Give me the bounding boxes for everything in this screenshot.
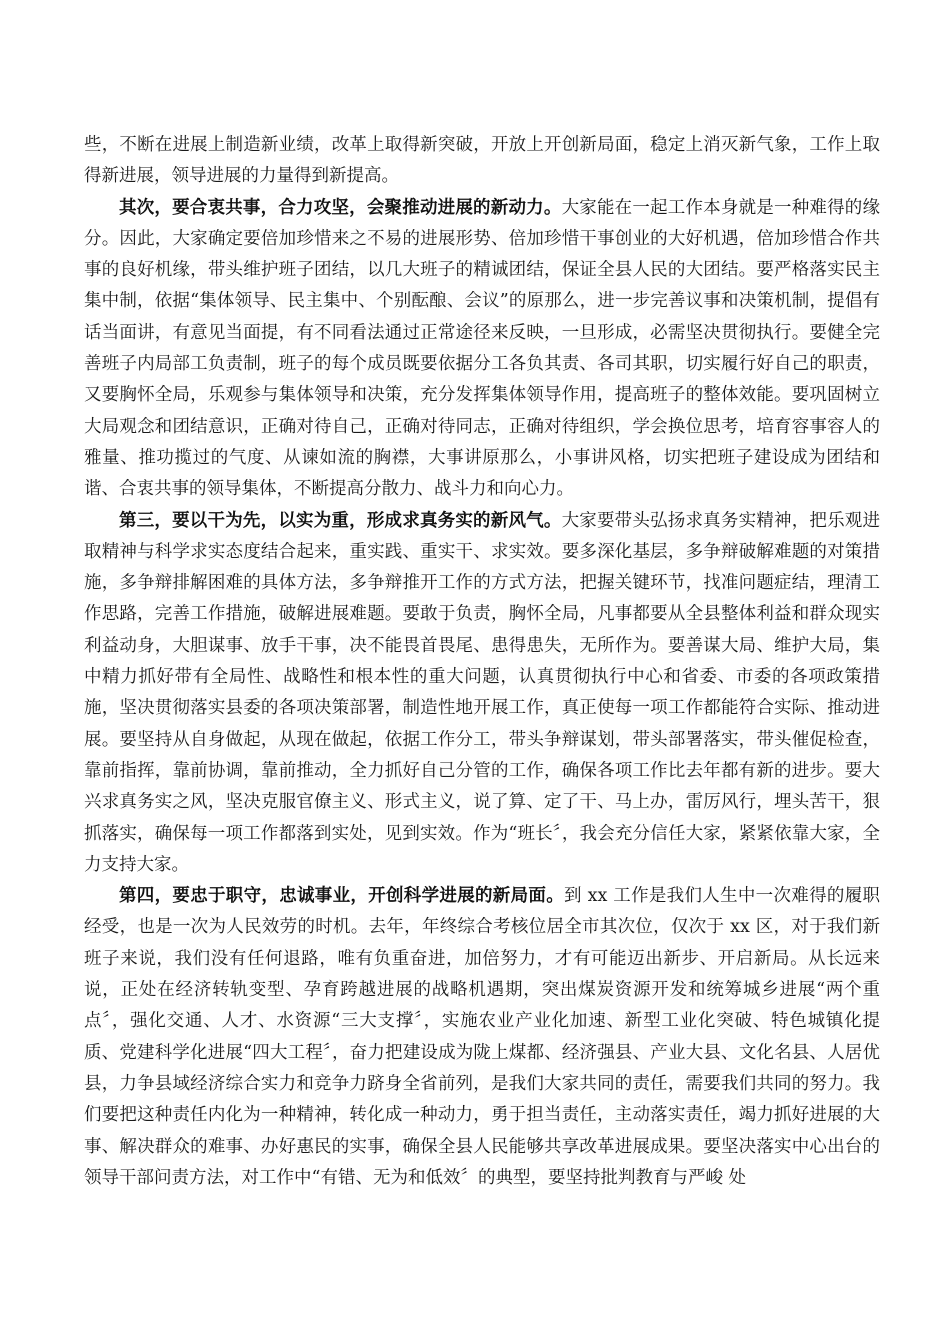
paragraph-3-lead: 第三，要以干为先，以实为重，形成求真务实的新风气。 (119, 510, 562, 531)
paragraph-1 (84, 130, 880, 193)
paragraph-4-text: 到 xx 工作是我们人生中一次难得的履职经受，也是一次为人民效劳的时机。去年，年终综合考核位居全市其次位，仅次于 xx 区，对于我们新班子来说，我们没有任何退路，唯有负重奋进，加倍努力，才有可能迈出新步、开启新局。从长远来说，正处在经济转轨变型、孕育跨越进展的战略机遇期，突出煤炭资源开发和统筹城乡进展“两个重点〞，强化交通、人才、水资源“三大支撑〞，实施农业产业化加速、新型工业化突破、特色城镇化提质、党建科学化进展“四大工程〞，奋力把建设成为陇上煤都、经济强县、产业大县、文化名县、人居优县，力争县域经济综合实力和竞争力跻身全省前列，是我们大家共同的责任，需要我们共同的努力。我们要把这种责任内化为一种精神，转化成一种动力，勇于担当责任，主动落实责任，竭力抓好进展的大事、解决群众的难事、办好惠民的实事，确保全县人民能够共享改革进展成果。要坚决落实中心出台的领导干部问责方法，对工作中“有错、无为和低效〞的典型，要坚持批判教育与严峻 处 (84, 886, 880, 1188)
paragraph-2-lead: 其次，要合衷共事，合力攻坚，会聚推动进展的新动力。 (119, 197, 562, 218)
paragraph-1-text: 些，不断在进展上制造新业绩，改革上取得新突破，开放上开创新局面，稳定上消灭新气象，工作上取得新进展，领导进展的力量得到新提高。 (84, 135, 880, 187)
paragraph-4-lead: 第四，要忠于职守，忠诚事业，开创科学进展的新局面。 (119, 886, 565, 907)
paragraph-2-text: 大家能在一起工作本身就是一种难得的缘分。因此，大家确定要倍加珍惜来之不易的进展形势、倍加珍惜干事创业的大好机遇，倍加珍惜合作共事的良好机缘，带头维护班子团结，以几大班子的精诚团结，保证全县人民的大团结。要严格落实民主集中制，依据“集体领导、民主集中、个别酝酿、会议”的原那么，进一步完善议事和决策机制，提倡有话当面讲，有意见当面提，有不同看法通过正常途径来反映，一旦形成，必需坚决贯彻执行。要健全完善班子内局部工负责制，班子的每个成员既要依据分工各负其责、各司其职，切实履行好自己的职责，又要胸怀全局，乐观参与集体领导和决策，充分发挥集体领导作用，提高班子的整体效能。要巩固树立大局观念和团结意识，正确对待自己，正确对待同志，正确对待组织，学会换位思考，培育容事容人的雅量、推功揽过的气度、从谏如流的胸襟，大事讲原那么，小事讲风格，切实把班子建设成为团结和谐、合衷共事的领导集体，不断提高分散力、战斗力和向心力。 (84, 197, 881, 500)
paragraph-3 (84, 506, 880, 882)
document-page (84, 130, 880, 1194)
paragraph-2 (84, 193, 880, 506)
paragraph-3-text: 大家要带头弘扬求真务实精神，把乐观进取精神与科学求实态度结合起来，重实践、重实干、求实效。要多深化基层，多争辩破解难题的对策措施，多争辩排解困难的具体方法，多争辩推开工作的方式方法，把握关键环节，找准问题症结，理清工作思路，完善工作措施，破解进展难题。要敢于负责，胸怀全局，凡事都要从全县整体利益和群众现实利益动身，大胆谋事、放手干事，决不能畏首畏尾、患得患失，无所作为。要善谋大局、维护大局，集中精力抓好带有全局性、战略性和根本性的重大问题，认真贯彻执行中心和省委、市委的各项政策措施，坚决贯彻落实县委的各项决策部署，制造性地开展工作，真正使每一项工作都能符合实际、推动进展。要坚持从自身做起，从现在做起，依据工作分工，带头争辩谋划，带头部署落实，带头催促检查，靠前指挥，靠前协调，靠前推动，全力抓好自己分管的工作，确保各项工作比去年都有新的进步。要大兴求真务实之风，坚决克服官僚主义、形式主义，说了算、定了干、马上办，雷厉风行，埋头苦干，狠抓落实，确保每一项工作都落到实处，见到实效。作为“班长〞，我会充分信任大家，紧紧依靠大家，全力支持大家。 (84, 510, 881, 875)
paragraph-4 (84, 881, 880, 1194)
